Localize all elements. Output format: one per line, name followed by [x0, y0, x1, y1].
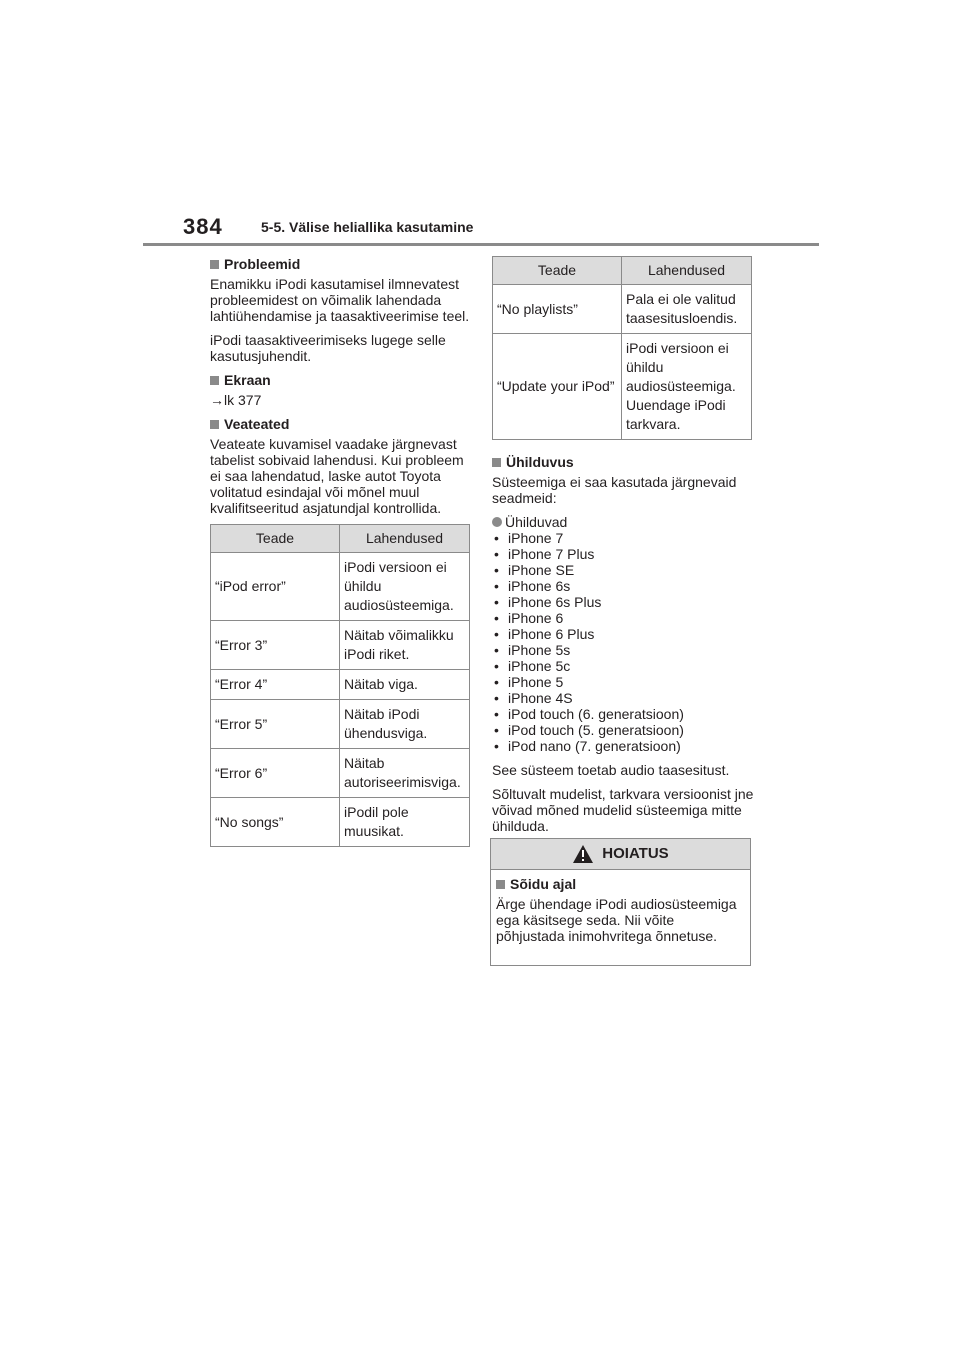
warning-subheading: Sõidu ajal [496, 876, 744, 892]
warning-box [490, 838, 751, 966]
list-item: • iPhone 5 [494, 674, 564, 690]
solution-cell: iPodi versioon ei ühildu audiosüsteemiga. [340, 553, 470, 621]
compatible-subheading: Ühilduvad [492, 514, 754, 530]
table-row [211, 798, 470, 847]
square-bullet-icon [492, 458, 501, 467]
table-row [211, 553, 470, 621]
compat-paragraph-2: Sõltuvalt mudelist, tarkvara versioonist jne võivad mõned mudelid süsteemiga mitte ühilduda. [492, 786, 754, 834]
table-row [211, 749, 470, 798]
device-list [492, 530, 754, 754]
list-item: • iPhone 4S [494, 690, 573, 706]
page-number: 384 [183, 214, 223, 239]
solution-cell: iPodi versioon ei ühildu audiosüsteemiga. Uuendage iPodi tarkvara. [622, 334, 752, 440]
message-cell: “Update your iPod” [493, 334, 622, 440]
message-cell: “No songs” [211, 798, 340, 847]
warning-title: HOIATUS [602, 845, 669, 862]
compat-paragraph-1: See süsteem toetab audio taasesitust. [492, 762, 730, 778]
column-header-solution: Lahendused [340, 525, 470, 553]
error-table-right [492, 256, 752, 440]
solution-cell: Näitab autoriseerimisviga. [340, 749, 470, 798]
list-item: • iPhone SE [494, 562, 575, 578]
list-item: • iPod touch (5. generatsioon) [494, 722, 684, 738]
table-row [211, 700, 470, 749]
column-header-solution: Lahendused [622, 257, 752, 285]
problems-heading: Probleemid [210, 256, 472, 272]
message-cell: “No playlists” [493, 285, 622, 334]
table-row [211, 670, 470, 700]
messages-paragraph: Veateate kuvamisel vaadake järgnevast tabelist sobivaid lahendusi. Kui probleem ei saa lahendatud, laske autot Toyota volitatud esindajal või mõnel muul kvalifitseeritud asjatundjal kontrollida. [210, 436, 464, 516]
warning-body [491, 870, 750, 944]
message-cell: “Error 6” [211, 749, 340, 798]
list-item: • iPhone 5c [494, 658, 571, 674]
list-item: • iPhone 6s Plus [494, 594, 602, 610]
solution-cell: Pala ei ole valitud taasesitusloendis. [622, 285, 752, 334]
list-item: • iPod nano (7. generatsioon) [494, 738, 681, 754]
error-table-left [210, 524, 470, 847]
solution-cell: Näitab võimalikku iPodi riket. [340, 621, 470, 670]
right-column [492, 256, 754, 842]
compat-heading: Ühilduvus [492, 454, 754, 470]
messages-heading: Veateated [210, 416, 472, 432]
solution-cell: Näitab viga. [340, 670, 470, 700]
message-cell: “Error 5” [211, 700, 340, 749]
column-header-message: Teade [493, 257, 622, 285]
square-bullet-icon [210, 420, 219, 429]
list-item: • iPhone 7 [494, 530, 564, 546]
solution-cell: iPodil pole muusikat. [340, 798, 470, 847]
list-item: • iPhone 5s [494, 642, 571, 658]
message-cell: “iPod error” [211, 553, 340, 621]
square-bullet-icon [496, 880, 505, 889]
problems-paragraph-2: iPodi taasaktiveerimiseks lugege selle kasutusjuhendit. [210, 332, 446, 364]
message-cell: “Error 4” [211, 670, 340, 700]
square-bullet-icon [210, 376, 219, 385]
column-header-message: Teade [211, 525, 340, 553]
page-reference: →lk 377 [210, 392, 262, 408]
table-row [493, 334, 752, 440]
warning-triangle-icon [572, 844, 594, 864]
circle-bullet-icon [492, 517, 502, 527]
section-title: 5-5. Välise heliallika kasutamine [261, 219, 474, 235]
warning-header [491, 839, 750, 870]
left-column [210, 256, 472, 847]
list-item: • iPhone 6s [494, 578, 571, 594]
table-row [493, 285, 752, 334]
table-row [211, 621, 470, 670]
problems-paragraph-1: Enamikku iPodi kasutamisel ilmnevatest probleemidest on võimalik lahendada lahtiühendamise ja taasaktiveerimise teel. [210, 276, 470, 324]
warning-text: Ärge ühendage iPodi audiosüsteemiga ega käsitsege seda. Nii võite põhjustada inimohvritega õnnetuse. [496, 896, 737, 944]
list-item: • iPod touch (6. generatsioon) [494, 706, 684, 722]
screen-heading: Ekraan [210, 372, 472, 388]
square-bullet-icon [210, 260, 219, 269]
message-cell: “Error 3” [211, 621, 340, 670]
header-rule [143, 243, 819, 246]
list-item: • iPhone 6 Plus [494, 626, 595, 642]
list-item: • iPhone 6 [494, 610, 564, 626]
compat-intro: Süsteemiga ei saa kasutada järgnevaid seadmeid: [492, 474, 737, 506]
solution-cell: Näitab iPodi ühendusviga. [340, 700, 470, 749]
list-item: • iPhone 7 Plus [494, 546, 595, 562]
